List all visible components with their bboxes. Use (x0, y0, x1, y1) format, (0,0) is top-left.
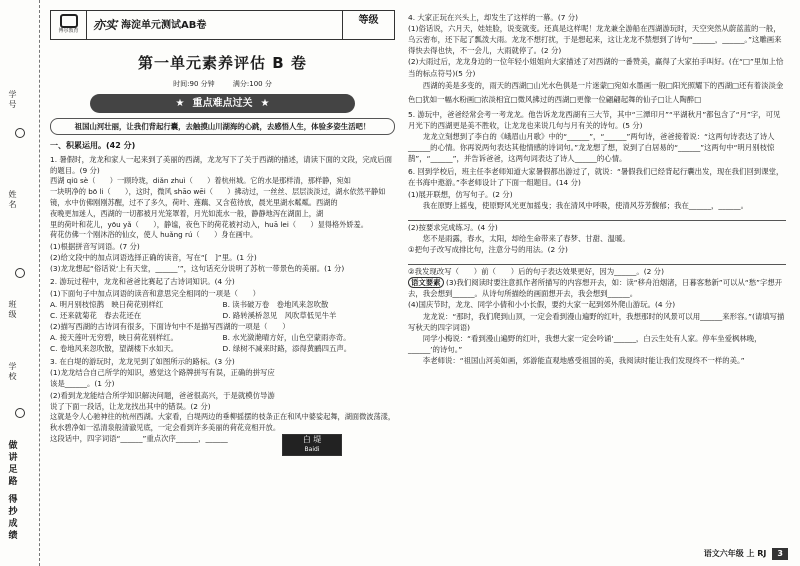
source-sentence: 您不是雨露，春水，太阳，却给生命带来了春梦、甘甜、温暖。 (422, 233, 630, 243)
dialogue-line: 龙龙说：“那时，我们爬到山顶，一定会看到漫山遍野的红叶，我想那时的风景可以用______来形容。”(请填写描写秋天的四字词语) (408, 311, 785, 332)
passage-line: 一块明净的 bō li（ ），这时，微风 shāo wēi（ ）拂动过，一丝丝、层层淡淡过，湖水依然平静如 (50, 187, 386, 197)
question-6-3-text: (3)我们阅读时要注意抓作者所描写的内容想开去，如：读“移舟泊烟渚，日暮客愁新”可以从“愁”字想开去，我会想到______。从诗句所描绘的画面想开去，我会想到______。 (408, 278, 783, 299)
star-icon: ★ (260, 98, 270, 109)
option-row (50, 343, 395, 354)
page-footer (704, 548, 788, 560)
time-info: 时间:90 分钟 (173, 79, 215, 88)
option: A. 接天莲叶无穷碧，映日荷花别样红。 (50, 332, 178, 342)
answer-line[interactable] (408, 256, 786, 265)
road-sign-image (282, 434, 342, 456)
option: B. 读书破万卷 卷地风来忽吹散 (222, 299, 329, 309)
question-5-title: 5. 游玩中，爸爸经常会考一考龙龙。他告诉龙龙西湖有三大节，其中“三潭印月”“平湖秋月”都包含了“月”字，可见月光下的西湖更是美不胜收，让龙龙也来说几句与月有关的诗句。(5 分) (408, 109, 781, 130)
brand-name: 亦实 (93, 18, 118, 32)
logo-caption: 博尔教育 (58, 28, 79, 35)
logo-icon (60, 14, 78, 28)
passage-line: 镜，水中仿佛刚刚苏醒，过不了多久，荷叶、莲藕、又含苞待放，晨光里湖水粼粼。西湖的 (50, 197, 338, 207)
logo (51, 11, 87, 39)
option-row (50, 299, 395, 310)
key-point-tag: 语文要素 (408, 277, 444, 288)
student-id-label: 学号 (8, 90, 17, 110)
option-row (50, 310, 395, 321)
question-4-sub: (2)大雨过后，龙龙身边的一位年轻小姐姐向大家描述了对西湖的一番赞美，赢得了大家拍手叫好。(在“□”里加上恰当的标点符号)(5 分) (408, 57, 784, 78)
binding-margin (0, 0, 40, 566)
question-2-sub: (2)描写西湖的古诗词有很多，下面诗句中不是描写西湖的一项是（ ） (50, 321, 290, 331)
motto: 祖国山河壮丽，让我们背起行囊，去触摸山川湖海的心跳，去感悟人生，体验多姿生活吧！ (50, 118, 395, 135)
question-1-title: 1. 暑假时，龙龙和家人一起来到了美丽的西湖，龙龙写下了关于西湖的描述，请读下面的文段，完成后面的题目。(9 分) (50, 155, 392, 176)
imitation-sentence: 我在原野上摇曳，使原野风光更加摇曳；我在清风中呼吸，使清风芬芳馥郁；我在______，______。 (422, 200, 748, 210)
option: C. 还来就菊花 春去花还在 (50, 310, 142, 320)
exam-meta (50, 79, 395, 90)
question-6-title: 6. 回到学校后，班主任李老师知道大家暑假都出游过了，就说：“暑假我们已经背起行囊出发，现在我们回到课堂，在书海中遨游。”李老师设计了下面一组题目。(14 分) (408, 167, 784, 188)
question-6-sub: ①把句子改写成排比句，注意分号的用法。(2 分) (408, 244, 568, 254)
question-1-passage (50, 176, 395, 241)
binding-hole (15, 128, 25, 138)
section-banner (90, 94, 355, 113)
grade-box: 等级 (342, 11, 394, 39)
option-row (50, 332, 395, 343)
binding-slogan: 做讲足路 得抄成绩 (6, 440, 17, 543)
question-3-sub: (2)看到龙龙能结合所学知识解决问题，爸爸很高兴，于是就模仿导游说了下面一段话，让龙龙找出其中的错误。(2 分) (50, 390, 275, 411)
punctuation-passage: 西湖的美是多变的，雨天的西湖□山光水色俱是一片迷蒙□宛如水墨画一般□阳光照耀下的西湖□还有着淡淡金色□犹如一幅水粉画□浓淡相宜□微风拂过的西湖□更像一位翩翩起舞的仙子□让人陶醉□ (408, 80, 784, 104)
option: D. 绿树不减来时路，添得黄鹂四五声。 (222, 344, 352, 354)
dialogue-line: 同学小梅说：“看到漫山遍野的红叶，我想大家一定会吟诵‘______，白云生处有人家。停车坐爱枫林晚，______’的诗句。” (408, 333, 762, 354)
question-3-passage: 这就是令人心驰神往的杭州西湖。大家看，白堤两边的垂柳摇摆的枝条正在和风中婆娑起舞，湖面微波荡漾，秋水碧净如一泓清泉般清澈见底，一定会看到许多美丽的荷花竞相开放。 (50, 411, 396, 432)
answer-line[interactable] (408, 212, 786, 221)
binding-hole (15, 268, 25, 278)
page-title: 第一单元素养评估 B 卷 (138, 54, 307, 72)
binding-hole (15, 408, 25, 418)
option: C. 卷地风来忽吹散，望湖楼下水如天。 (50, 344, 179, 354)
question-6-sub (408, 277, 786, 299)
option: B. 水光潋滟晴方好，山色空蒙雨亦奇。 (222, 332, 351, 342)
question-1-sub: (2)给文段中的加点词语选择正确的读音，写在“[ ]”里。(1 分) (50, 253, 257, 263)
road-sign-pinyin: Baidi (304, 446, 320, 453)
question-3-sub: (1)龙龙结合自己所学的知识，感觉这个路牌拼写有误，正确的拼写应该是______。(1 分) (50, 368, 275, 389)
option: A. 明月别枝惊鹊 映日荷花别样红 (50, 299, 164, 309)
right-column (408, 10, 786, 366)
question-1-sub: (3)龙龙想起“俗话说‘上有天堂，______’”，这句话充分说明了苏杭一带景色的美丽。(1 分) (50, 264, 345, 274)
question-1-sub: (1)根据拼音写词语。(7 分) (50, 242, 140, 252)
footer-label: 语文六年级 上 RJ (703, 549, 767, 558)
passage-line: 夜晚更加迷人，西湖的一切都被月光笼罩着，月光如流水一般，静静地泻在湖面上，湖 (50, 208, 324, 218)
page-number: 3 (772, 548, 788, 560)
banner-text: 重点难点过关 (192, 98, 253, 109)
question-2-sub: (1)下面句子中加点词语的读音和意思完全相同的一项是（ ） (50, 288, 261, 298)
question-3-title: 3. 在白堤的游玩时，龙龙见到了如图所示的路标。(3 分) (50, 357, 235, 367)
score-info: 满分:100 分 (232, 79, 272, 88)
school-label: 学校 (8, 362, 17, 382)
series-name: 海淀单元测试AB卷 (121, 19, 207, 31)
dialogue-line: 李老师说：“祖国山河美如画，郊游能直观地感受祖国的美，我阅读时能让我们发现终不一样的美。” (422, 355, 745, 365)
name-label: 姓名 (8, 190, 17, 210)
road-sign-main: 白 堤 (302, 435, 322, 444)
question-2-title: 2. 游玩过程中，龙龙和爸爸比赛起了古诗词知识。(4 分) (50, 277, 235, 287)
left-column (50, 10, 395, 444)
section-heading: 一、积累运用。(42 分) (50, 141, 136, 151)
passage-line: 荷花仿佛一个刚沐浴的仙女，使人 huǎng rú（ ）身在画中。 (50, 230, 258, 240)
header-bar (50, 10, 395, 40)
question-4-title: 4. 大家正玩在兴头上，却发生了这样的一幕。(7 分) (408, 13, 579, 22)
question-5-text: 龙龙立刻想到了李白的《峨眉山月歌》中的“______”，“______”两句诗，爸爸接着说：“这两句诗表达了诗人______的心情。你再说两句表达其他情感的诗词句。”龙龙想了想，说到了白居易的“______”这两句中“明月别枝惊鹊”，“______”，并告诉爸爸，这两句词表达了诗人______的心情。 (408, 132, 775, 164)
star-icon: ★ (175, 98, 185, 109)
question-4-sub: (1)俗话说，六月天，娃娃脸，说变就变。还真是这样呢！龙龙兼全游船在西湖游玩时，天空突然从蔚蓝蓝的一般，乌云密布，还下起了瓢泼大雨。龙龙不想打扰，于是想起来，这让龙龙不禁想到了诗句“______，______。”这雕画来得快去得也快，不一会儿，大雨就停了。(2 分) (408, 24, 782, 56)
passage-line: 里的荷叶和花儿，yōu yǎ（ ），静谧，夜色下的荷花被衬动入，huā lei（ ）显得格外娇羞。 (50, 219, 368, 229)
question-3-fill: 这段话中，四字词语“______”重点次序______，______ (50, 434, 228, 444)
passage-line: 西湖 qiū sè（ ）一顾玲珑，diǎn zhuì（ ）着杭州城。它的水是那样清，那样静，宛如 (50, 176, 351, 186)
option: D. 路转溪桥忽见 风吹草低见牛羊 (222, 310, 337, 320)
question-6-sub: ②我发现改写（ ）前（ ）后的句子表达效果更好，因为______。(2 分) (408, 267, 664, 277)
question-6-sub: (4)国庆节时，龙龙、同学小倩和小小长假，要约大家一起到郊外爬山游玩。(4 分) (408, 300, 676, 310)
question-6-sub: (2)按要求完成练习。(4 分) (408, 222, 498, 232)
question-6-sub: (1)展开联想，仿写句子。(2 分) (408, 189, 513, 199)
class-label: 班级 (8, 300, 17, 320)
